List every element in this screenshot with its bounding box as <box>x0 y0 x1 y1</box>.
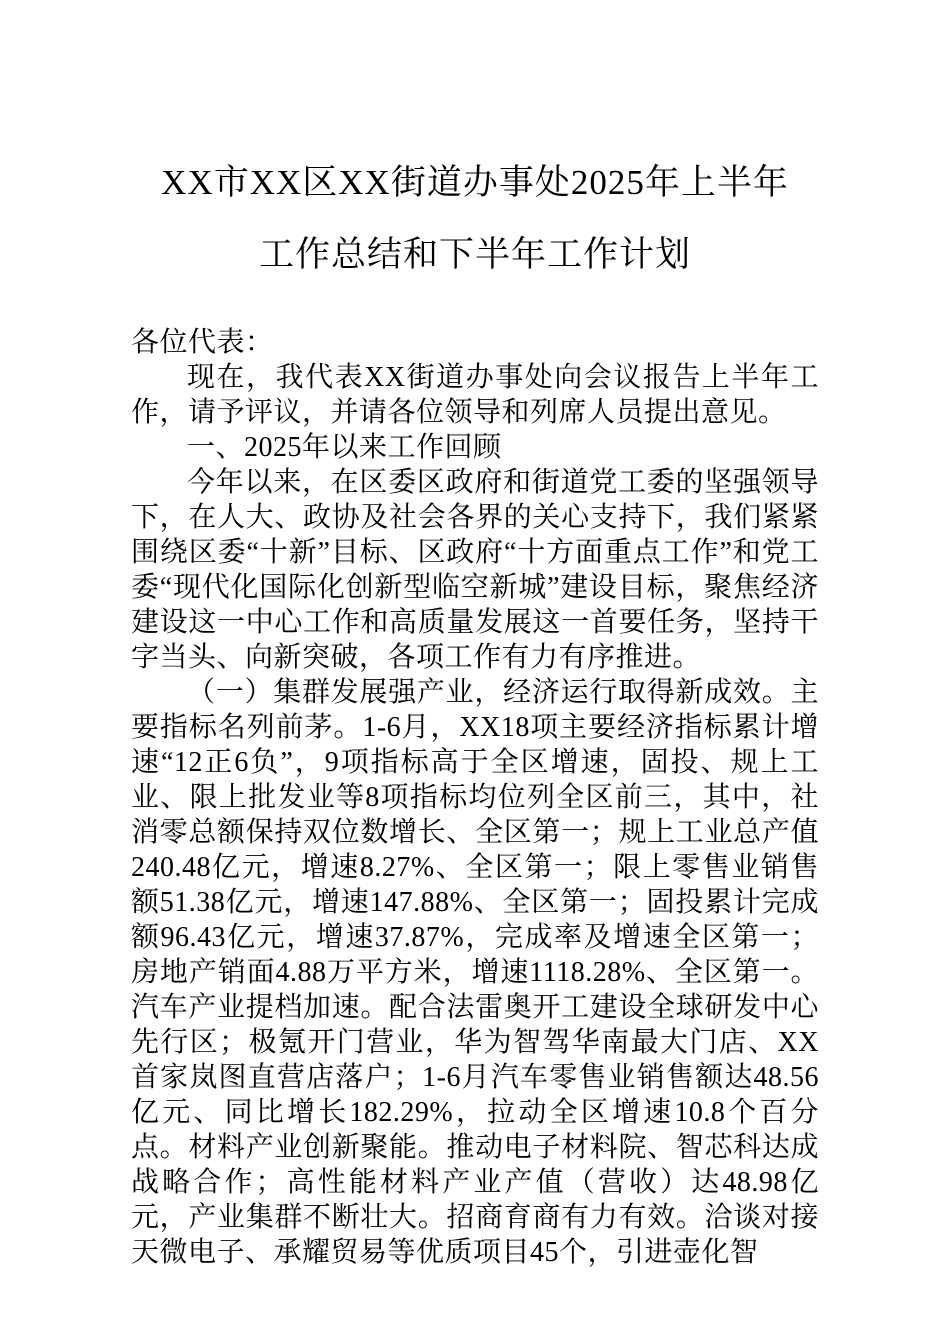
paragraph: 一、2025年以来工作回顾 <box>187 432 502 463</box>
title-line-2: 工作总结和下半年工作计划 <box>258 235 691 274</box>
paragraph: 现在，我代表XX街道办事处向会议报告上半年工作，请予评议，并请各位领导和列席人员提出意见。 <box>131 362 819 428</box>
title-line-1: XX市XX区XX街道办事处2025年上半年 <box>161 163 789 202</box>
document-body <box>131 325 819 1270</box>
paragraph: 各位代表： <box>131 327 274 358</box>
paragraph: （一）集群发展强产业，经济运行取得新成效。主要指标名列前茅。1-6月，XX18项主要经济指标累计增速“12正6负”，9项指标高于全区增速，固投、规上工业、限上批发业等8项指标均位列全区前三，其中，社消零总额保持双位数增长、全区第一；规上工业总产值240.48亿元，增速8.27%、全区第一；限上零售业销售额51.38亿元，增速147.88%、全区第一；固投累计完成额96.43亿元，增速37.87%，完成率及增速全区第一；房地产销面4.88万平方米，增速1118.28%、全区第一。汽车产业提档加速。配合法雷奥开工建设全球研发中心先行区；极氪开门营业，华为智驾华南最大门店、XX首家岚图直营店落户；1-6月汽车零售业销售额达48.56亿元、同比增长182.29%，拉动全区增速10.8个百分点。材料产业创新聚能。推动电子材料院、智芯科达成战略合作；高性能材料产业产值（营收）达48.98亿元，产业集群不断壮大。招商育商有力有效。洽谈对接天微电子、承耀贸易等优质项目45个，引进壶化智 <box>131 677 819 1268</box>
paragraph: 今年以来，在区委区政府和街道党工委的坚强领导下，在人大、政协及社会各界的关心支持下，我们紧紧围绕区委“十新”目标、区政府“十方面重点工作”和党工委“现代化国际化创新型临空新城”建设目标，聚焦经济建设这一中心工作和高质量发展这一首要任务，坚持干字当头、向新突破，各项工作有力有序推进。 <box>131 467 819 673</box>
document-title <box>131 147 819 291</box>
